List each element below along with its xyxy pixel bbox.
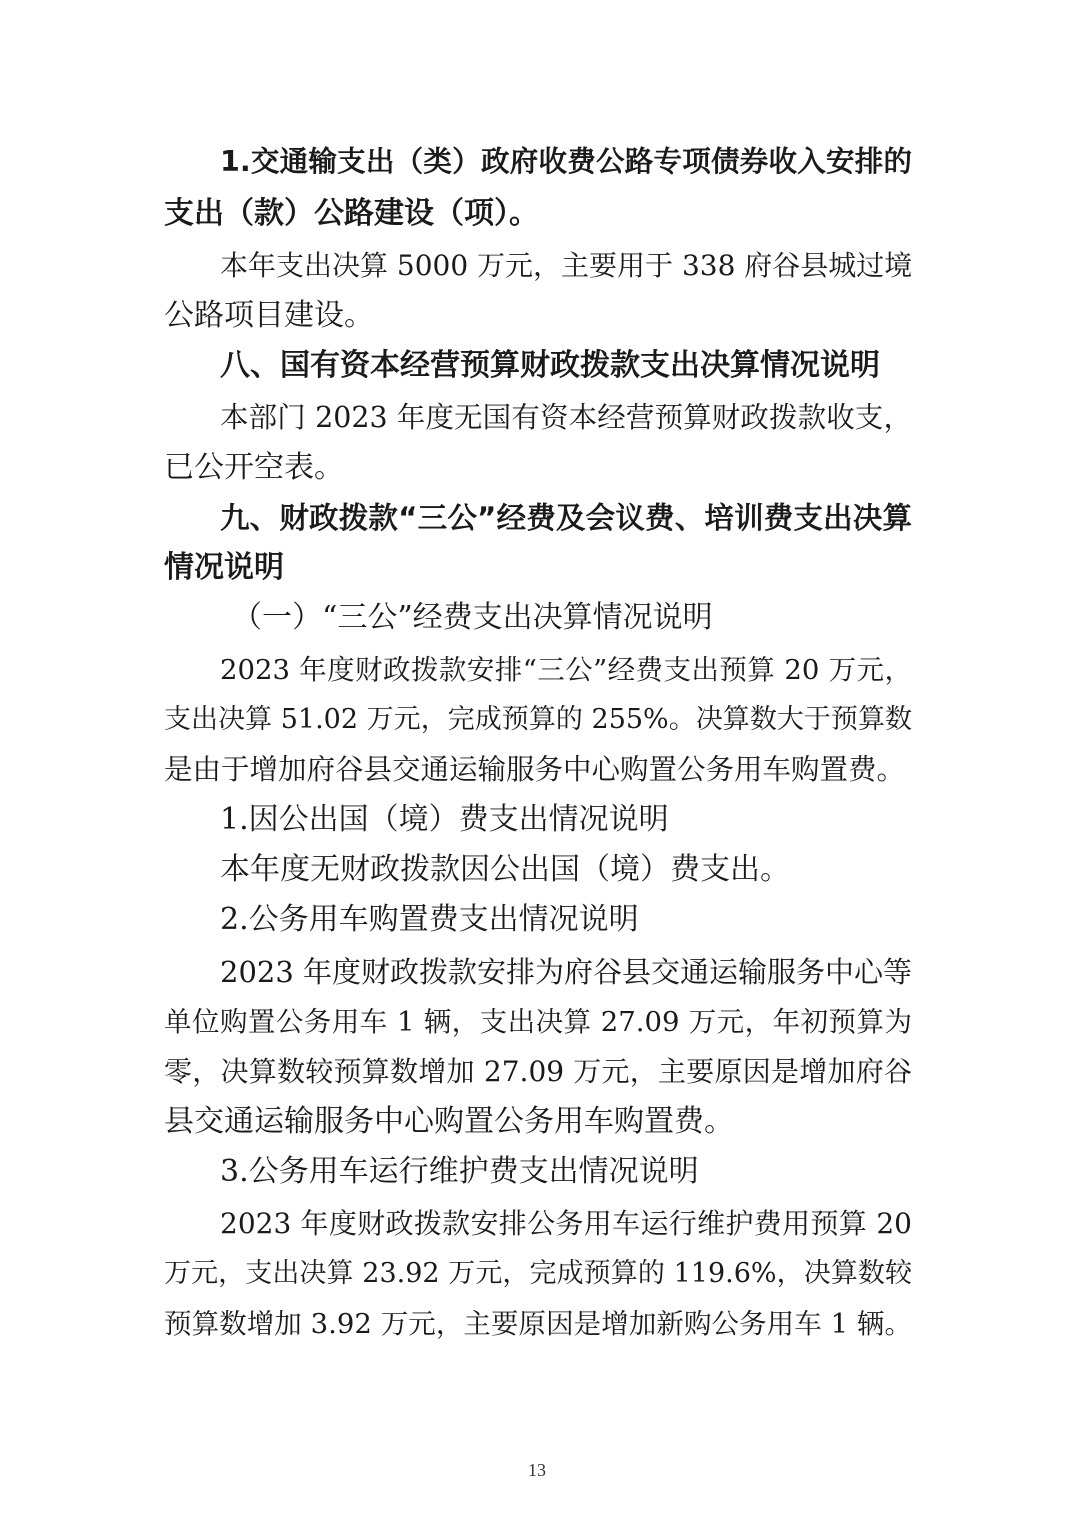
subsection-heading-line: 1.交通输支出（类）政府收费公路专项债券收入安排的 <box>220 145 912 178</box>
section-heading-line: 九、财政拨款“三公”经费及会议费、培训费支出决算 <box>220 501 912 535</box>
paragraph-line: 是由于增加府谷县交通运输服务中心购置公务用车购置费。 <box>164 753 906 786</box>
paragraph-line: 零，决算数较预算数增加 27.09 万元，主要原因是增加府谷 <box>164 1055 912 1088</box>
page-number: 13 <box>528 1460 546 1480</box>
paragraph-line: 已公开空表。 <box>164 450 344 485</box>
paragraph-line: 本部门 2023 年度无国有资本经营预算财政拨款收支， <box>220 401 912 434</box>
paragraph-line: 本年度无财政拨款因公出国（境）费支出。 <box>220 852 790 887</box>
paragraph-line: 县交通运输服务中心购置公务用车购置费。 <box>164 1104 734 1139</box>
paragraph-line: 预算数增加 3.92 万元，主要原因是增加新购公务用车 1 辆。 <box>164 1308 912 1340</box>
paragraph-line: 单位购置公务用车 1 辆，支出决算 27.09 万元，年初预算为 <box>164 1006 912 1038</box>
paragraph-line: 万元，支出决算 23.92 万元，完成预算的 119.6%，决算数较 <box>164 1258 912 1289</box>
item-heading-line: 2.公务用车购置费支出情况说明 <box>220 902 639 937</box>
paragraph-line: 支出决算 51.02 万元，完成预算的 255%。决算数大于预算数 <box>164 704 912 735</box>
item-heading-line: 3.公务用车运行维护费支出情况说明 <box>220 1154 699 1189</box>
subsection-heading-line: （一）“三公”经费支出决算情况说明 <box>232 600 713 635</box>
paragraph-line: 2023 年度财政拨款安排公务用车运行维护费用预算 20 <box>220 1207 912 1240</box>
paragraph-line: 公路项目建设。 <box>164 298 374 333</box>
section-heading-line: 情况说明 <box>164 550 284 585</box>
paragraph-line: 2023 年度财政拨款安排为府谷县交通运输服务中心等 <box>220 955 913 989</box>
paragraph-line: 本年支出决算 5000 万元，主要用于 338 府谷县城过境 <box>220 249 913 282</box>
item-heading-line: 1.因公出国（境）费支出情况说明 <box>220 802 669 837</box>
paragraph-line: 2023 年度财政拨款安排“三公”经费支出预算 20 万元， <box>220 654 912 686</box>
subsection-heading-line: 支出（款）公路建设（项）。 <box>164 196 539 231</box>
section-heading-line: 八、国有资本经营预算财政拨款支出决算情况说明 <box>220 348 880 383</box>
